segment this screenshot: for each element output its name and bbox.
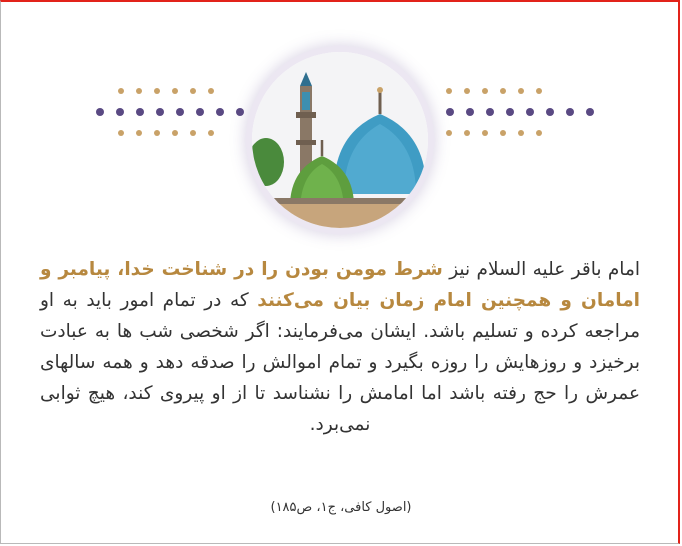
- left-dot-pattern: [96, 88, 244, 136]
- mosque-illustration: [252, 52, 428, 228]
- source-reference: (اصول کافی، ج۱، ص۱۸۵): [270, 500, 412, 515]
- quote-highlight: شرط مومن بودن را در شناخت خدا، پیامبر و امامان و همچنین امام زمان بیان می‌کنند: [40, 259, 640, 311]
- quote-body: که در تمام امور باید به او مراجعه کرده و تسلیم باشد. ایشان می‌فرمایند: اگر شخصی شب ها به عبادت برخیزد و روزهایش را روزه بگیرد و تمام اموالش را صدقه دهد و همه سالهای عمرش را حج رفته باشد اما امامش را نشناسد تا از او پیروی کند، هیچ ثوابی نمی‌برد.: [40, 290, 640, 435]
- quote-intro: امام باقر علیه السلام نیز: [442, 259, 640, 280]
- hadith-text: [40, 254, 640, 440]
- right-dot-pattern: [446, 88, 594, 136]
- mosque-image: [252, 52, 428, 228]
